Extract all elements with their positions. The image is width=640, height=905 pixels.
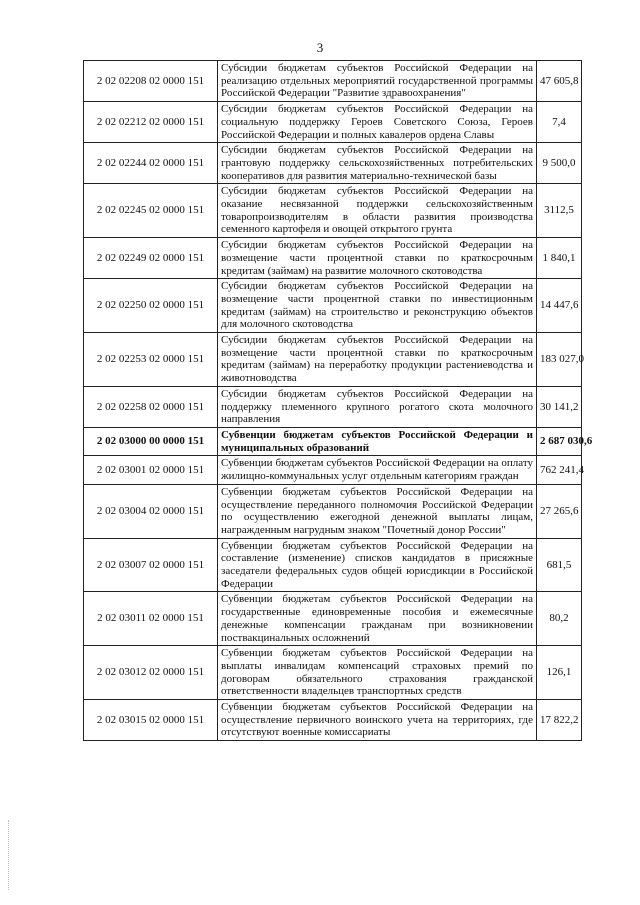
table-row (84, 102, 582, 143)
page-number: 3 (316, 40, 324, 55)
table-row (84, 386, 582, 427)
description-cell: Субсидии бюджетам субъектов Российской Федерации на социальную поддержку Героев Советского Союза, Героев Российской Федерации и полных кавалеров ордена Славы (218, 102, 537, 143)
description-cell: Субсидии бюджетам субъектов Российской Федерации на возмещение части процентной ставки по краткосрочным кредитам (займам) на переработку продукции растениеводства и животноводства (218, 333, 537, 387)
table-row (84, 456, 582, 484)
table-body (84, 61, 593, 741)
budget-code-cell: 2 02 02250 02 0000 151 (84, 279, 218, 333)
table-row (84, 427, 582, 455)
budget-code-cell: 2 02 03007 02 0000 151 (84, 538, 218, 592)
description-cell: Субсидии бюджетам субъектов Российской Федерации на реализацию отдельных мероприятий государственной программы Российской Федерации "Развитие здравоохранения" (218, 61, 537, 102)
description-cell: Субвенции бюджетам субъектов Российской Федерации на оплату жилищно-коммунальных услуг отдельным категориям граждан (218, 456, 537, 484)
table-row (84, 238, 582, 279)
amount-cell: 47 605,8 (537, 61, 582, 102)
amount-cell: 126,1 (537, 646, 582, 700)
description-cell: Субсидии бюджетам субъектов Российской Федерации на грантовую поддержку сельскохозяйственных потребительских кооперативов для развития материально-технической базы (218, 143, 537, 184)
amount-cell: 183 027,0 (537, 333, 582, 387)
amount-cell: 80,2 (537, 592, 582, 646)
budget-code-cell: 2 02 02208 02 0000 151 (84, 61, 218, 102)
amount-cell: 9 500,0 (537, 143, 582, 184)
budget-code-cell: 2 02 03012 02 0000 151 (84, 646, 218, 700)
amount-cell: 762 241,4 (537, 456, 582, 484)
amount-cell: 2 687 030,6 (537, 427, 582, 455)
amount-cell: 14 447,6 (537, 279, 582, 333)
budget-code-cell: 2 02 03011 02 0000 151 (84, 592, 218, 646)
amount-cell: 681,5 (537, 538, 582, 592)
description-cell: Субвенции бюджетам субъектов Российской Федерации на осуществление переданного полномочия Российской Федерации по осуществлению ежегодной денежной выплаты лицам, награжденным нагрудным знаком "Почетный донор России" (218, 484, 537, 538)
amount-cell: 7,4 (537, 102, 582, 143)
budget-code-cell: 2 02 02212 02 0000 151 (84, 102, 218, 143)
budget-code-cell: 2 02 02258 02 0000 151 (84, 386, 218, 427)
table-row (84, 700, 582, 741)
budget-code-cell: 2 02 02253 02 0000 151 (84, 333, 218, 387)
amount-cell: 1 840,1 (537, 238, 582, 279)
table-row (84, 184, 582, 238)
budget-revenue-table (83, 60, 593, 741)
budget-code-cell: 2 02 02244 02 0000 151 (84, 143, 218, 184)
description-cell: Субвенции бюджетам субъектов Российской Федерации на составление (изменение) списков кандидатов в присяжные заседатели федеральных судов общей юрисдикции в Российской Федерации (218, 538, 537, 592)
description-cell: Субвенции бюджетам субъектов Российской Федерации на выплаты инвалидам компенсаций страховых премий по договорам обязательного страхования гражданской ответственности владельцев транспортных средств (218, 646, 537, 700)
budget-code-cell: 2 02 03004 02 0000 151 (84, 484, 218, 538)
table-row (84, 333, 582, 387)
budget-code-cell: 2 02 02249 02 0000 151 (84, 238, 218, 279)
budget-code-cell: 2 02 03000 00 0000 151 (84, 427, 218, 455)
table-row (84, 143, 582, 184)
table-row (84, 538, 582, 592)
description-cell: Субсидии бюджетам субъектов Российской Федерации на оказание несвязанной поддержки сельскохозяйственным товаропроизводителям в области развития производства семенного картофеля и овощей открытого грунта (218, 184, 537, 238)
description-cell: Субвенции бюджетам субъектов Российской Федерации на осуществление первичного воинского учета на территориях, где отсутствуют военные комиссариаты (218, 700, 537, 741)
budget-code-cell: 2 02 03001 02 0000 151 (84, 456, 218, 484)
table-row (84, 592, 582, 646)
amount-cell: 27 265,6 (537, 484, 582, 538)
scan-edge-marks (8, 820, 11, 890)
budget-code-cell: 2 02 03015 02 0000 151 (84, 700, 218, 741)
table-row (84, 484, 582, 538)
amount-cell: 3112,5 (537, 184, 582, 238)
table-row (84, 646, 582, 700)
description-cell: Субвенции бюджетам субъектов Российской Федерации на государственные единовременные пособия и ежемесячные денежные компенсации гражданам при возникновении поствакцинальных осложнений (218, 592, 537, 646)
description-cell: Субвенции бюджетам субъектов Российской Федерации и муниципальных образований (218, 427, 537, 455)
amount-cell: 17 822,2 (537, 700, 582, 741)
budget-code-cell: 2 02 02245 02 0000 151 (84, 184, 218, 238)
table-row (84, 61, 582, 102)
amount-cell: 30 141,2 (537, 386, 582, 427)
table-row (84, 279, 582, 333)
description-cell: Субсидии бюджетам субъектов Российской Федерации на возмещение части процентной ставки по краткосрочным кредитам (займам) на развитие молочного скотоводства (218, 238, 537, 279)
description-cell: Субсидии бюджетам субъектов Российской Федерации на возмещение части процентной ставки по инвестиционным кредитам (займам) на строительство и реконструкцию объектов для молочного скотоводства (218, 279, 537, 333)
description-cell: Субсидии бюджетам субъектов Российской Федерации на поддержку племенного крупного рогатого скота молочного направления (218, 386, 537, 427)
